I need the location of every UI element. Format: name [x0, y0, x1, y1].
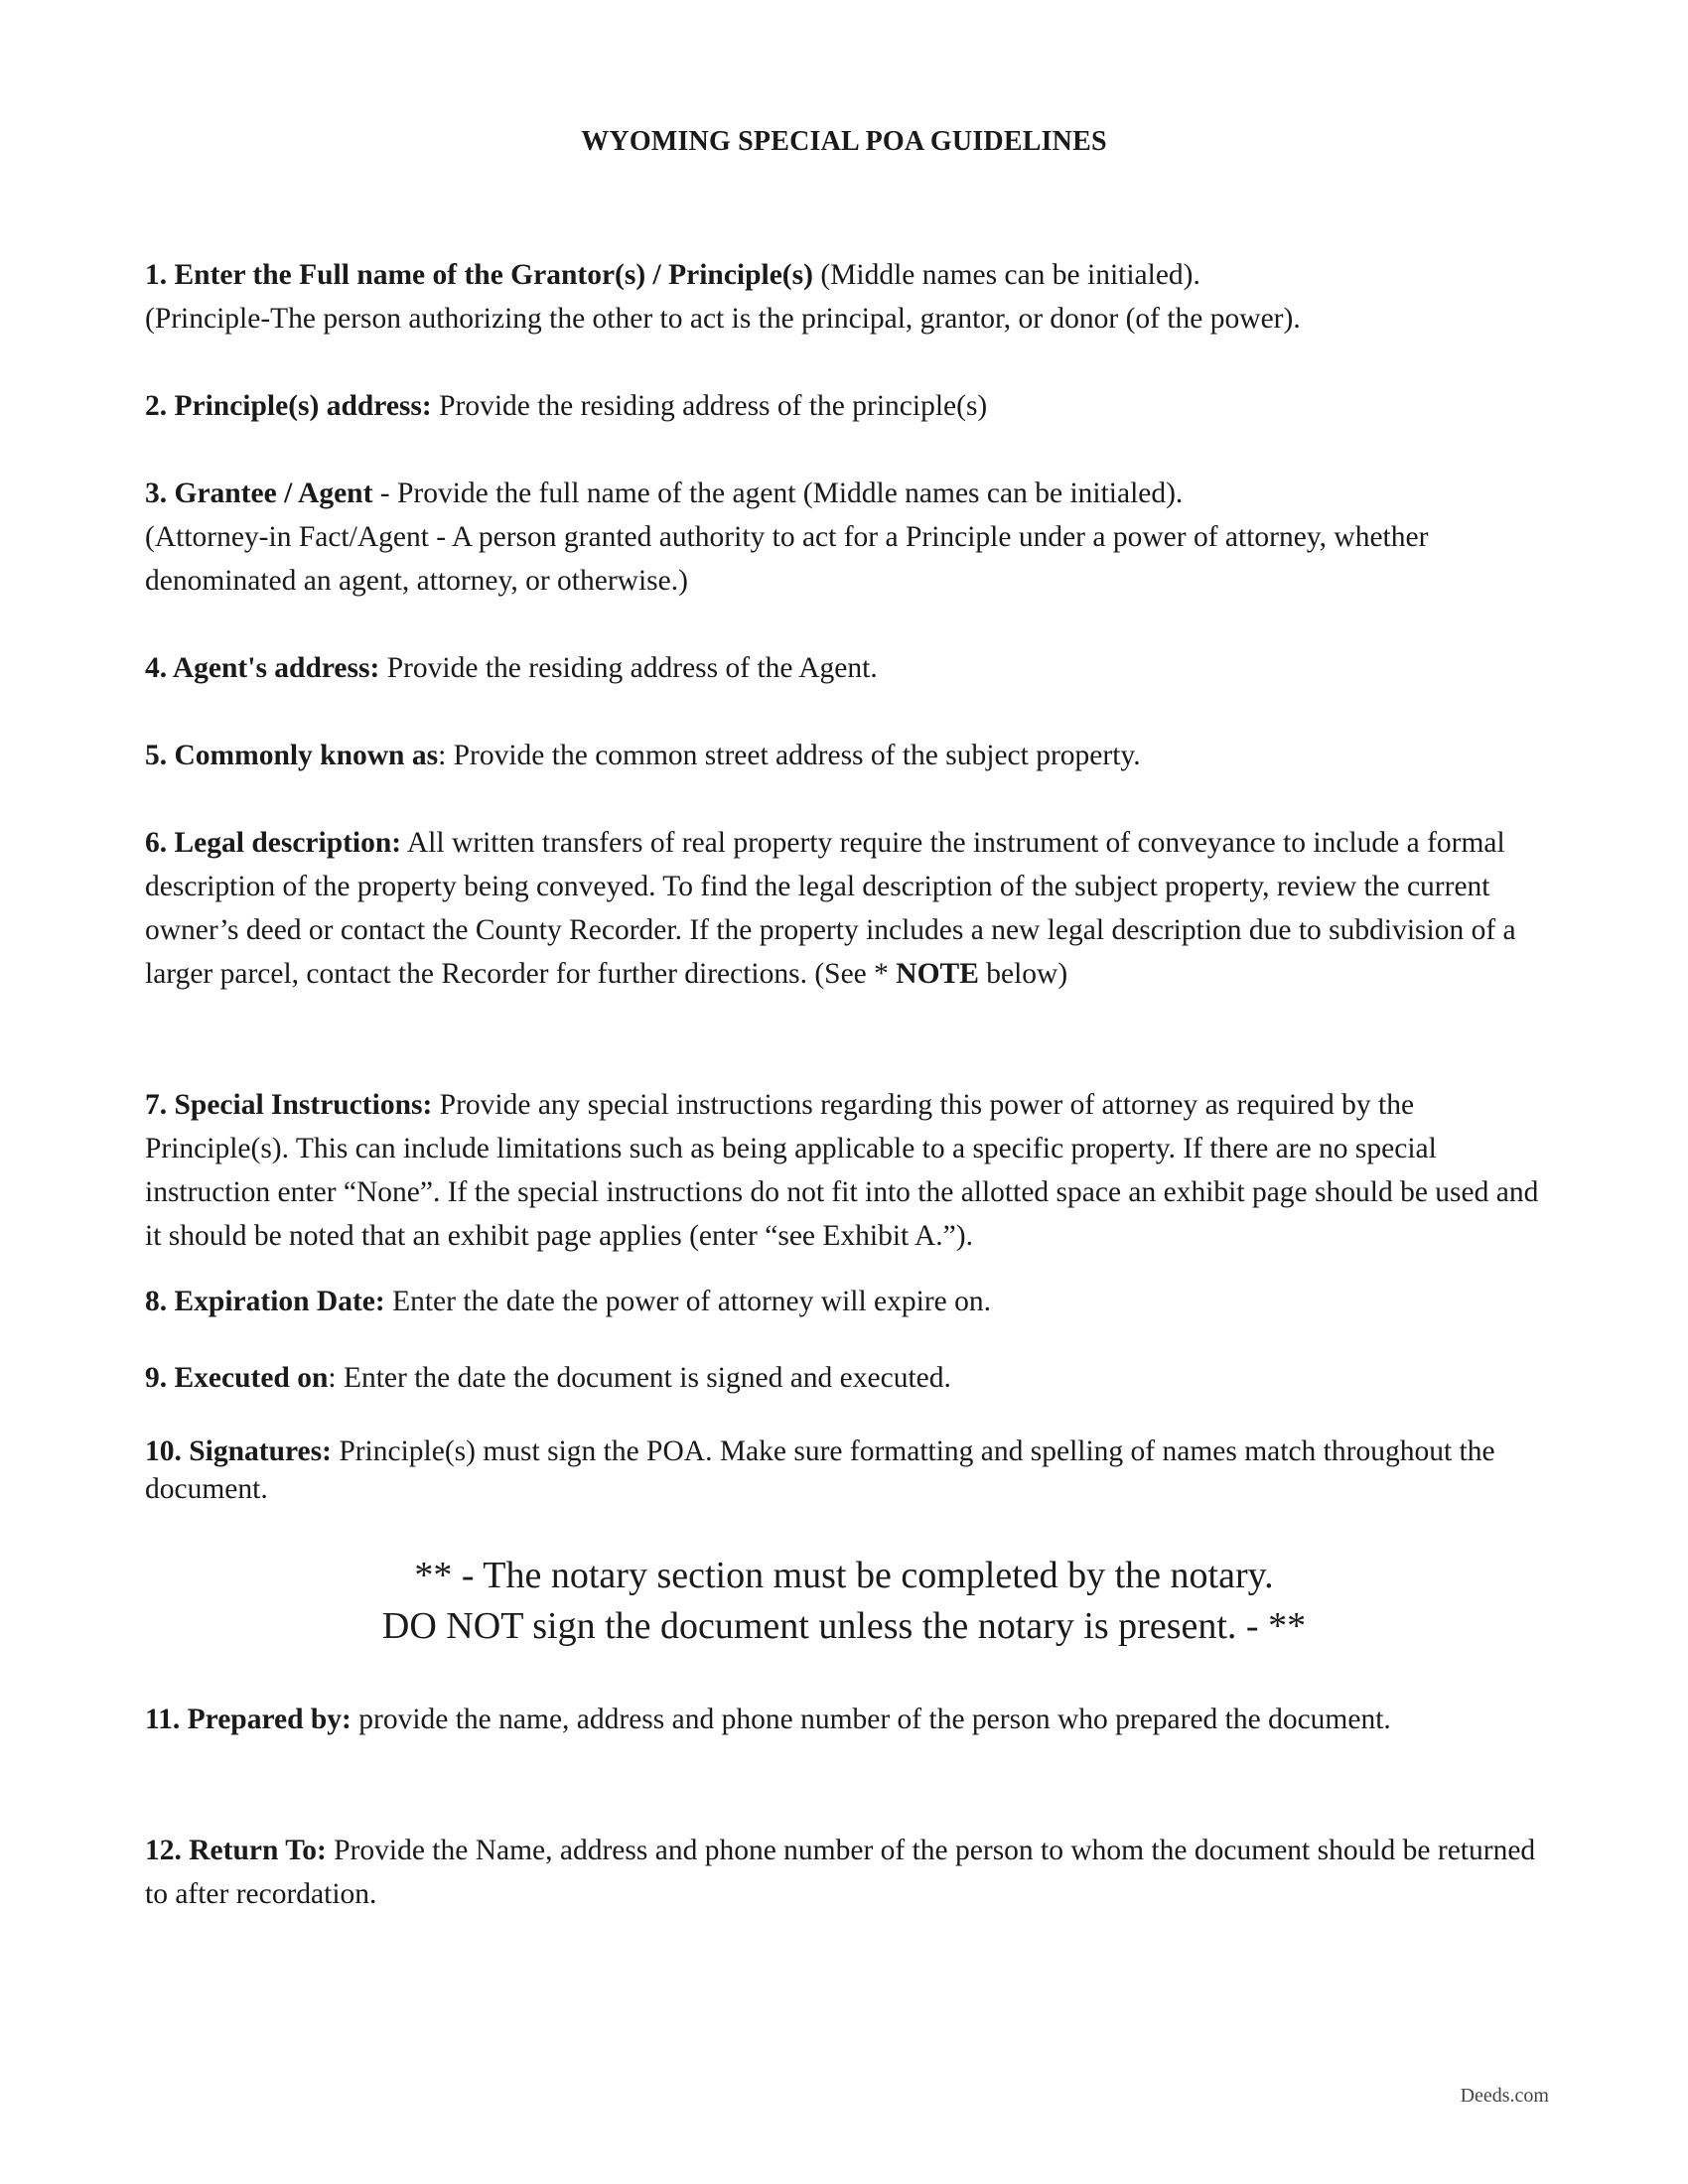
- notary-notice: [0, 1551, 1688, 1652]
- guideline-item-7: [145, 1083, 1555, 1258]
- item-label: 7. Special Instructions:: [145, 1089, 433, 1121]
- notary-notice-line-1: ** - The notary section must be completed by the notary.: [414, 1555, 1274, 1596]
- item-text-secondary: (Principle-The person authorizing the other to act is the principal, grantor, or donor (of the power).: [145, 303, 1301, 335]
- guideline-item-12: [145, 1829, 1555, 1916]
- item-label: 11. Prepared by:: [145, 1704, 352, 1735]
- page-title: WYOMING SPECIAL POA GUIDELINES: [581, 126, 1107, 157]
- item-text: Provide any special instructions regarding this power of attorney as required by the Principle(s). This can include limitations such as being applicable to a specific property. If there are no special instruction enter “None”. If the special instructions do not fit into the allotted space an exhibit page should be used and it should be noted that an exhibit page applies (enter “see Exhibit A.”).: [145, 1089, 1539, 1252]
- guideline-item-10: [145, 1433, 1555, 1508]
- item-label: 6. Legal description:: [145, 827, 402, 859]
- item-text: : Enter the date the document is signed and executed.: [328, 1362, 951, 1394]
- guideline-item-2: [145, 384, 1555, 428]
- item-label: 5. Commonly known as: [145, 740, 439, 771]
- notary-notice-line-2: DO NOT sign the document unless the notary is present. - **: [381, 1605, 1307, 1647]
- item-text: - Provide the full name of the agent (Middle names can be initialed).: [372, 478, 1184, 509]
- item-label: 4. Agent's address:: [145, 652, 380, 684]
- item-text: provide the name, address and phone number of the person who prepared the document.: [351, 1704, 1391, 1735]
- item-label: 9. Executed on: [145, 1362, 329, 1394]
- item-text: Provide the residing address of the Agent.: [379, 652, 878, 684]
- item-text: Enter the date the power of attorney will expire on.: [384, 1286, 991, 1317]
- footer-brand: Deeds.com: [1460, 2085, 1549, 2107]
- item-text: Provide the residing address of the principle(s): [431, 390, 988, 422]
- guideline-item-6: [145, 821, 1555, 996]
- guideline-item-4: [145, 646, 1555, 690]
- item-label: 10. Signatures:: [145, 1435, 332, 1467]
- item-text: (Middle names can be initialed).: [812, 259, 1200, 291]
- note-label: NOTE: [896, 958, 979, 990]
- item-text-secondary: (Attorney-in Fact/Agent - A person granted authority to act for a Principle under a power of attorney, whether denominated an agent, attorney, or otherwise.): [145, 521, 1429, 597]
- item-label: 8. Expiration Date:: [145, 1286, 385, 1317]
- guideline-item-11: [145, 1698, 1555, 1741]
- guideline-item-5: [145, 734, 1555, 777]
- guideline-item-1: [145, 253, 1555, 341]
- item-text: Principle(s) must sign the POA. Make sure formatting and spelling of names match throughout the document.: [145, 1435, 1495, 1505]
- guideline-item-8: [145, 1280, 1555, 1323]
- item-text-tail: below): [978, 958, 1068, 990]
- item-text: Provide the Name, address and phone number of the person to whom the document should be returned to after recordation.: [145, 1835, 1536, 1910]
- item-label: 3. Grantee / Agent: [145, 478, 373, 509]
- item-label: 12. Return To:: [145, 1835, 327, 1866]
- item-text: : Provide the common street address of the subject property.: [438, 740, 1141, 771]
- item-label: 2. Principle(s) address:: [145, 390, 432, 422]
- guideline-item-9: [145, 1356, 1555, 1400]
- guideline-item-3: [145, 472, 1555, 603]
- item-text: All written transfers of real property require the instrument of conveyance to include a formal description of the property being conveyed. To find the legal description of the subject property, review the current owner’s deed or contact the County Recorder. If the property includes a new legal description due to subdivision of a larger parcel, contact the Recorder for further directions. (See *: [145, 827, 1516, 990]
- item-label: 1. Enter the Full name of the Grantor(s) / Principle(s): [145, 259, 813, 291]
